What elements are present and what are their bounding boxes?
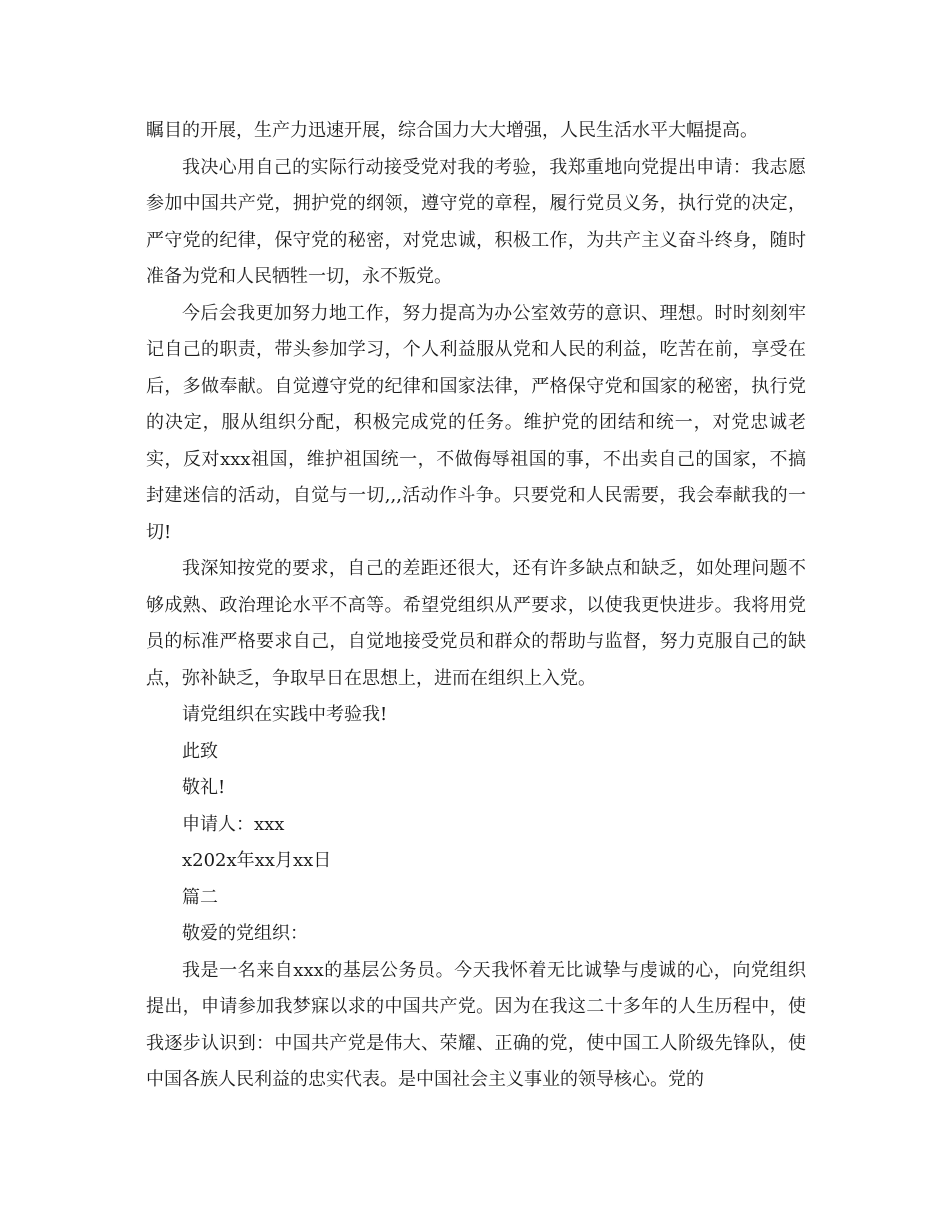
paragraph-continuation: 瞩目的开展，生产力迅速开展，综合国力大大增强，人民生活水平大幅提高。 (146, 120, 758, 141)
applicant-signature: 申请人：xxx (182, 813, 285, 835)
paragraph-application-pledge: 我决心用自己的实际行动接受党对我的考验，我郑重地向党提出申请：我志愿参加中国共产党，拥护党的纲领，遵守党的章程，履行党员义务，执行党的决定，严守党的纪律，保守党的秘密，对党忠诚，积极工作，为共产主义奋斗终身，随时准备为党和人民牺牲一切，永不叛党。 (146, 156, 806, 287)
section-heading: 篇二 (182, 886, 218, 908)
paragraph-self-assessment: 我深知按党的要求，自己的差距还很大，还有许多缺点和缺乏，如处理问题不够成熟、政治理论水平不高等。希望党组织从严要求，以使我更快进步。我将用党员的标准严格要求自己，自觉地接受党员和群众的帮助与监督，努力克服自己的缺点，弥补缺乏，争取早日在思想上，进而在组织上入党。 (146, 558, 806, 689)
document-body (146, 113, 806, 1099)
application-date: x202x年xx月xx日 (182, 850, 332, 871)
closing-salutation: 此致 (182, 740, 218, 762)
closing-regards: 敬礼! (182, 777, 226, 798)
paragraph-introduction: 我是一名来自xxx的基层公务员。今天我怀着无比诚挚与虔诚的心，向党组织提出，申请参加我梦寐以求的中国共产党。因为在我这二十多年的人生历程中，使我逐步认识到：中国共产党是伟大、荣耀、正确的党，使中国工人阶级先锋队，使中国各族人民利益的忠实代表。是中国社会主义事业的领导核心。党的 (146, 959, 806, 1090)
paragraph-future-commitment: 今后会我更加努力地工作，努力提高为办公室效劳的意识、理想。时时刻刻牢记自己的职责，带头参加学习，个人利益服从党和人民的利益，吃苦在前，享受在后，多做奉献。自觉遵守党的纪律和国家法律，严格保守党和国家的秘密，执行党的决定，服从组织分配，积极完成党的任务。维护党的团结和统一，对党忠诚老实，反对xxx祖国，维护祖国统一，不做侮辱祖国的事，不出卖自己的国家，不搞封建迷信的活动，自觉与一切,,,活动作斗争。只要党和人民需要，我会奉献我的一切! (146, 302, 806, 543)
closing-request: 请党组织在实践中考验我! (182, 704, 388, 725)
letter-greeting: 敬爱的党组织： (182, 923, 308, 944)
